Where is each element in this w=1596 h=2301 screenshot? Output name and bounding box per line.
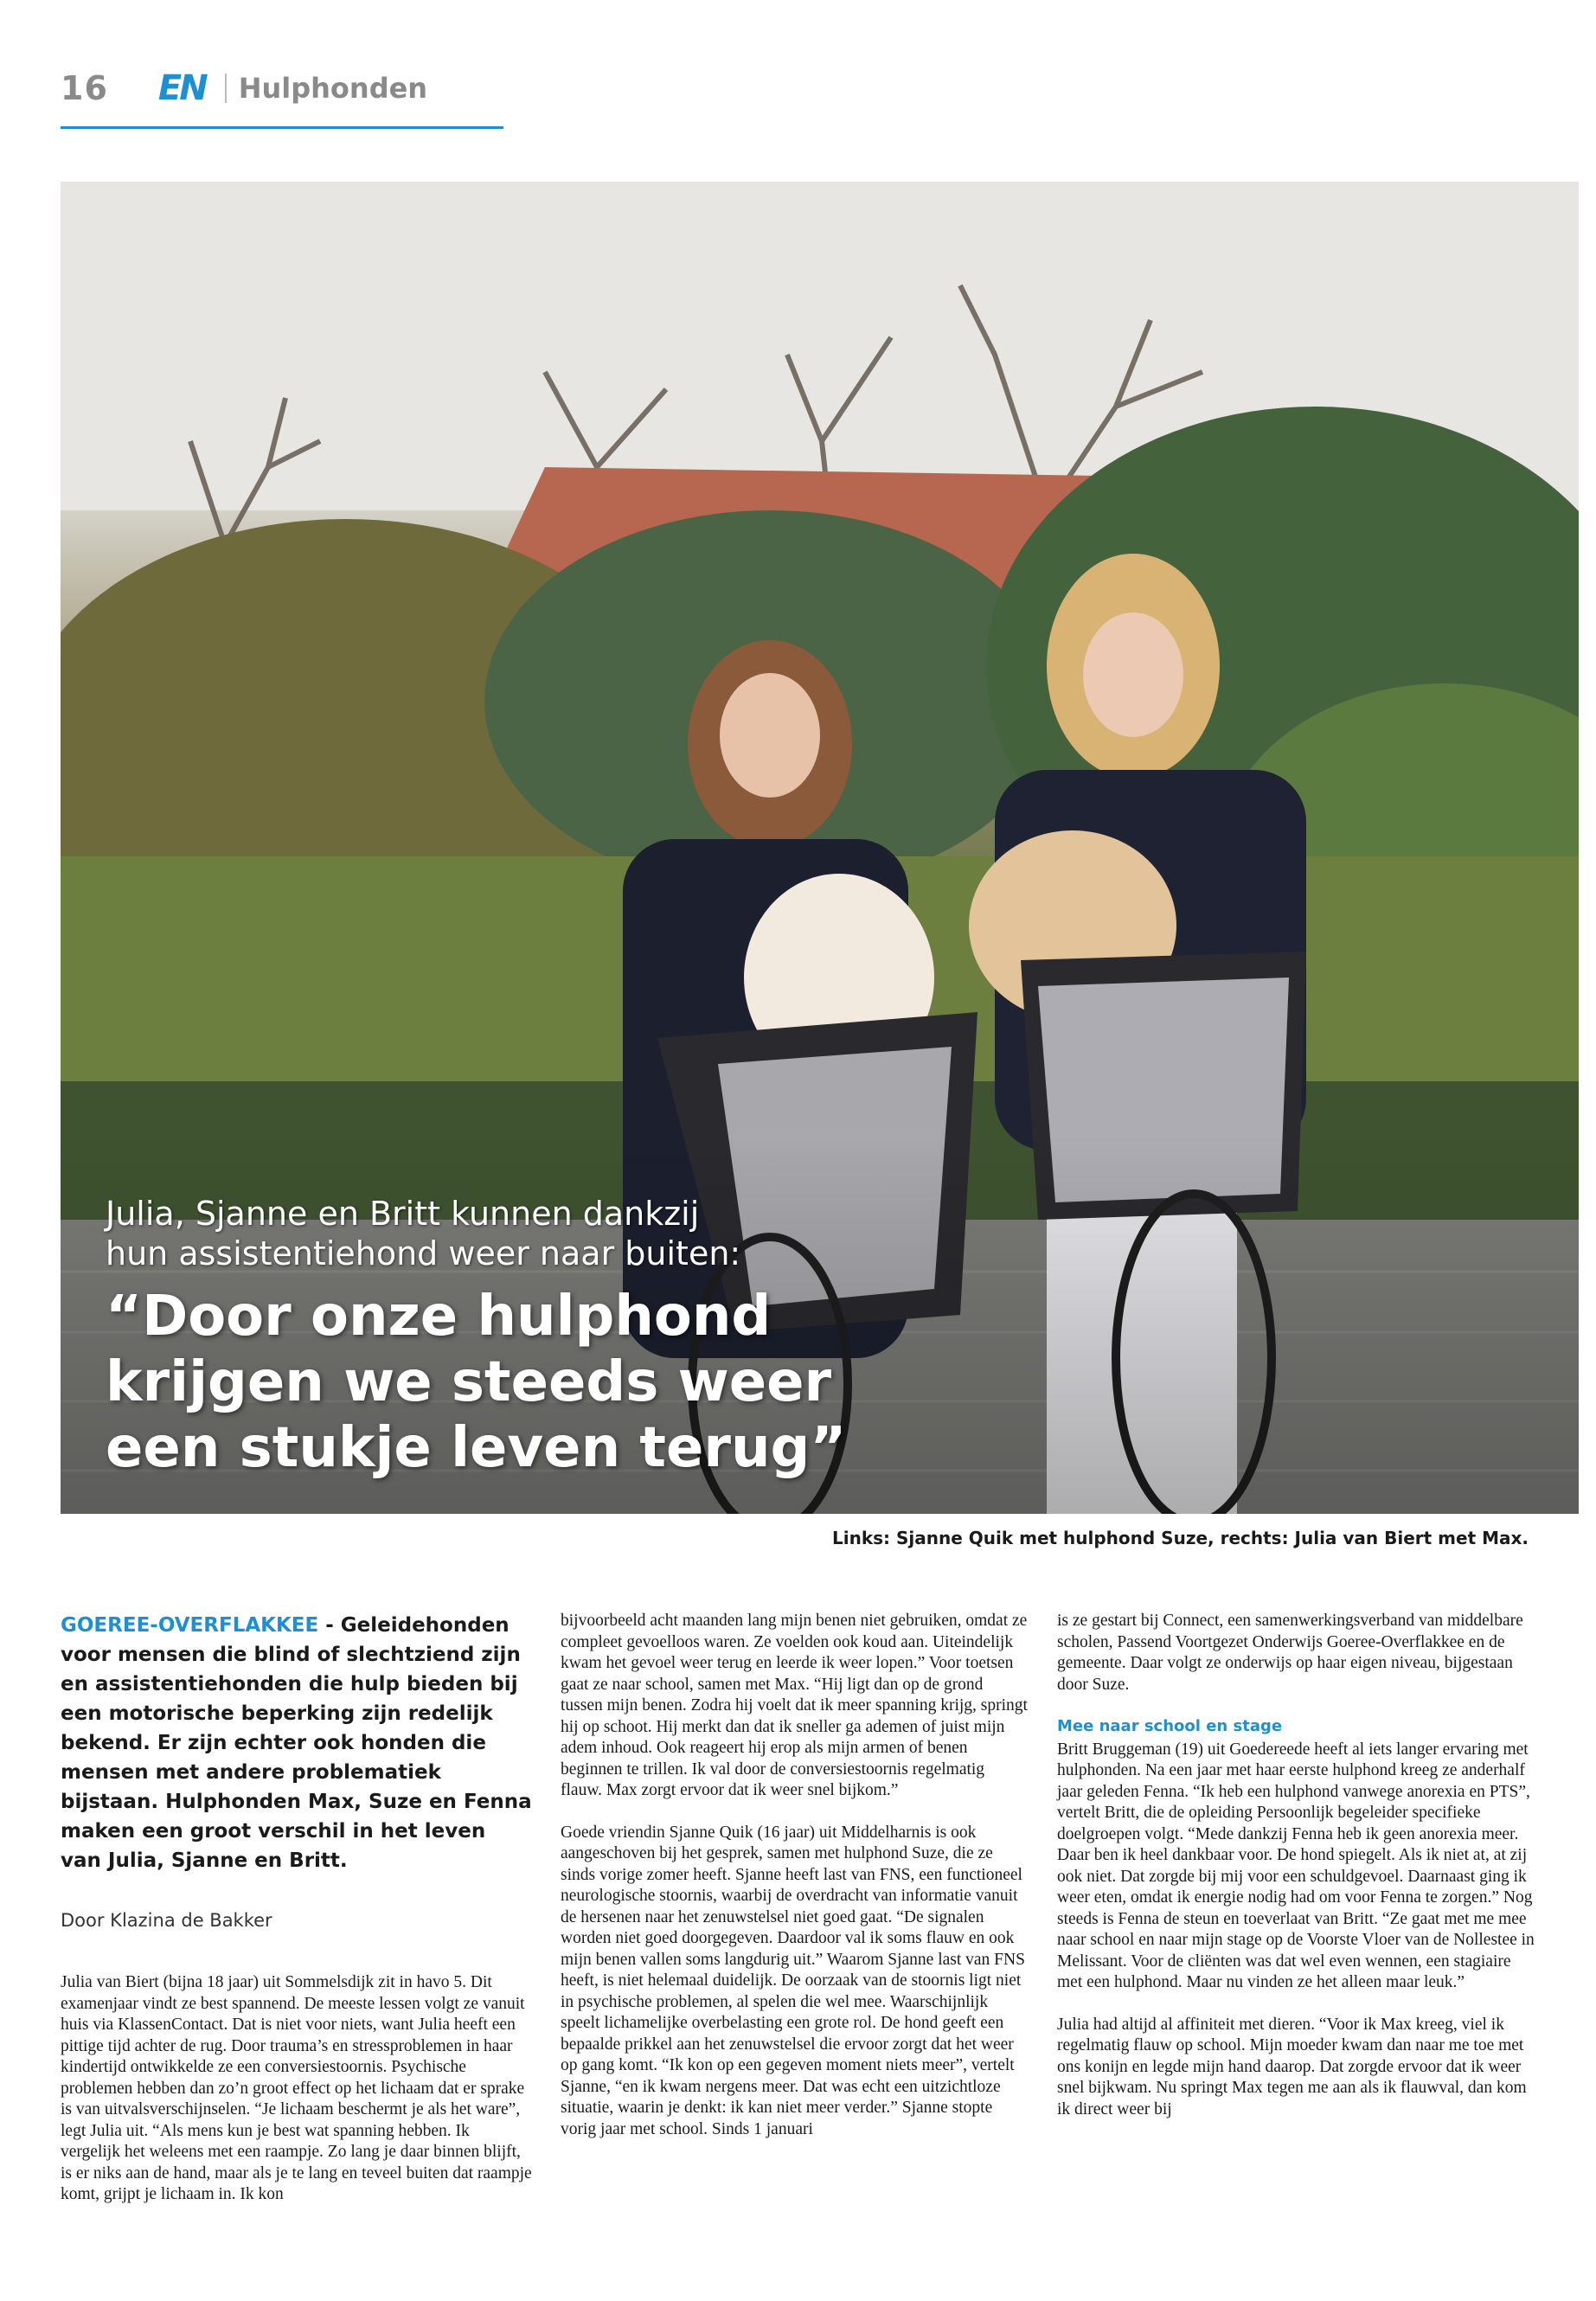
subheading: Mee naar school en stage: [1057, 1717, 1283, 1735]
headline-line-3: een stukje leven terug”: [106, 1416, 847, 1480]
kicker-line-1: Julia, Sjanne en Britt kunnen dankzij: [106, 1195, 700, 1233]
column-3-text: [1057, 1611, 1538, 2120]
kicker-line-2: hun assistentiehond weer naar buiten:: [106, 1234, 741, 1272]
article-lead: [61, 1611, 532, 1875]
lead-text: - Geleidehonden voor mensen die blind of slechtziend zijn en assistentiehonden die hulp bieden bij een motorische beperking zijn redelijk bekend. Er zijn echter ook honden die mensen met andere problematiek bijstaan. Hulphonden Max, Suze en Fenna maken een groot verschil in het leven van Julia, Sjanne en Britt.: [61, 1614, 532, 1872]
headline-line-1: “Door onze hulphond: [106, 1285, 772, 1349]
headline-block: [106, 1194, 1057, 1481]
paragraph: Britt Bruggeman (19) uit Goedereede heeft al iets langer ervaring met hulphonden. Na een jaar met haar eerste hulphond kreeg ze anderhalf jaar geleden Fenna. “Ik heb een hulphond vanwege anorexia en PTS”, vertelt Britt, die de opleiding Persoonlijk begeleider specifieke doelgroepen volgt. “Mede dankzij Fenna heb ik geen anorexia meer. Daar ben ik heel dankbaar voor. De hond spiegelt. Als ik niet at, at zij ook niet. Dat zorgde bij mij voor een schuldgevoel. Daarnaast ging ik weer eten, omdat ik energie nodig had om voor Fenna te zorgen.” Nog steeds is Fenna de steun en toeverlaat van Britt. “Ze gaat met me mee naar school en naar mijn stage op de Voorste Vloer van de Nollestee in Melissant. Voor de cliënten was dat wel even wennen, een stagiaire met een hulphond. Maar nu vinden ze het alleen maar leuk.”: [1057, 1740, 1535, 1991]
headline-line-2: krijgen we steeds weer: [106, 1350, 832, 1414]
paragraph: Goede vriendin Sjanne Quik (16 jaar) uit Middelharnis is ook aangeschoven bij het gesprek, samen met hulphond Suze, die ze sinds vorige zomer heeft. Sjanne heeft last van FNS, een functioneel neurologische stoornis, waarbij de overdracht van informatie vanuit de hersenen naar het zenuwstelsel niet goed gaat. “De signalen worden niet goed doorgegeven. Daardoor val ik soms flauw en ook mijn benen vallen soms langdurig uit.” Waarom Sjanne last van FNS heeft, is niet helemaal duidelijk. De oorzaak van de stoornis ligt niet in psychische problemen, al spelen die wel mee. Waarschijnlijk speelt lichamelijke overbelasting een grote rol. De hond geeft een bepaalde prikkel aan het zenuwstelsel die ervoor zorgt dat het weer op gang komt. “Ik kon op een gegeven moment niets meer”, vertelt Sjanne, “en ik kwam nergens meer. Dat was echt een uitzichtloze situatie, waarin je denkt: ik kan niet meer verder.” Sjanne stopte vorig jaar met school. Sinds 1 januari: [561, 1823, 1025, 2138]
column-2: [561, 1611, 1028, 2140]
paragraph: is ze gestart bij Connect, een samenwerkingsverband van middelbare scholen, Passend Voortgezet Onderwijs Goeree-Overflakkee en de gemeente. Daar volgt ze onderwijs op haar eigen niveau, bijgestaan door Suze.: [1057, 1612, 1523, 1694]
byline: Door Klazina de Bakker: [61, 1910, 272, 1931]
page-header: [61, 62, 427, 114]
header-rule: [61, 126, 503, 129]
article-photo: [61, 182, 1579, 1514]
column-1: [61, 1611, 532, 2206]
paragraph: bijvoorbeeld acht maanden lang mijn benen niet gebruiken, omdat ze compleet gevoelloos waren. Ze voelden ook koud aan. Uiteindelijk kwam het gevoel weer terug en leerde ik weer lopen.” Voor toetsen gaat ze naar school, samen met Max. “Hij ligt dan op de grond tussen mijn benen. Zodra hij voelt dat ik meer spanning krijg, springt hij op schoot. Hij merkt dan dat ik sneller ga ademen of juist mijn adem inhoud. Ook reageert hij erop als mijn armen of benen beginnen te trillen. Ik val door de conversiestoornis regelmatig flauw. Max zorgt ervoor dat ik weer snel bijkom.”: [561, 1612, 1028, 1799]
column-3: [1057, 1611, 1538, 2120]
paragraph: Julia had altijd al affiniteit met dieren. “Voor ik Max kreeg, viel ik regelmatig flauw op school. Mijn moeder kwam dan naar me toe met ons konijn en legde mijn hand daarop. Dat zorgde ervoor dat ik weer snel bijkwam. Nu springt Max tegen me aan als ik flauwval, dan kom ik direct weer bij: [1057, 2015, 1527, 2118]
page-number: 16: [61, 69, 108, 107]
column-2-text: [561, 1611, 1028, 2140]
section-title: Hulphonden: [238, 72, 428, 105]
paragraph: Julia van Biert (bijna 18 jaar) uit Sommelsdijk zit in havo 5. Dit examenjaar vindt ze best spannend. De meeste lessen volgt ze vanuit huis via KlassenContact. Dat is niet voor niets, want Julia heeft een pittige tijd achter de rug. Door trauma’s en stressproblemen in haar kindertijd ontwikkelde ze een conversiestoornis. Psychische problemen hebben dan zo’n groot effect op het lichaam dat er sprake is van uitvalsverschijnselen. “Je lichaam beschermt je als het ware”, legt Julia uit. “Als mens kun je best wat spanning hebben. Ik vergelijk het weleens met een raampje. Zo lang je daar binnen blijft, is er niks aan de hand, maar als je te lang en teveel buiten dat raampje komt, grijpt je lichaam in. Ik kon: [61, 1973, 532, 2203]
headline: [106, 1284, 1057, 1481]
header-divider: [225, 74, 227, 103]
dateline-location: GOEREE-OVERFLAKKEE: [61, 1614, 319, 1637]
newspaper-logo: EN: [157, 68, 206, 108]
photo-caption: Links: Sjanne Quik met hulphond Suze, rechts: Julia van Biert met Max.: [831, 1528, 1529, 1548]
column-1-text: [61, 1972, 532, 2206]
